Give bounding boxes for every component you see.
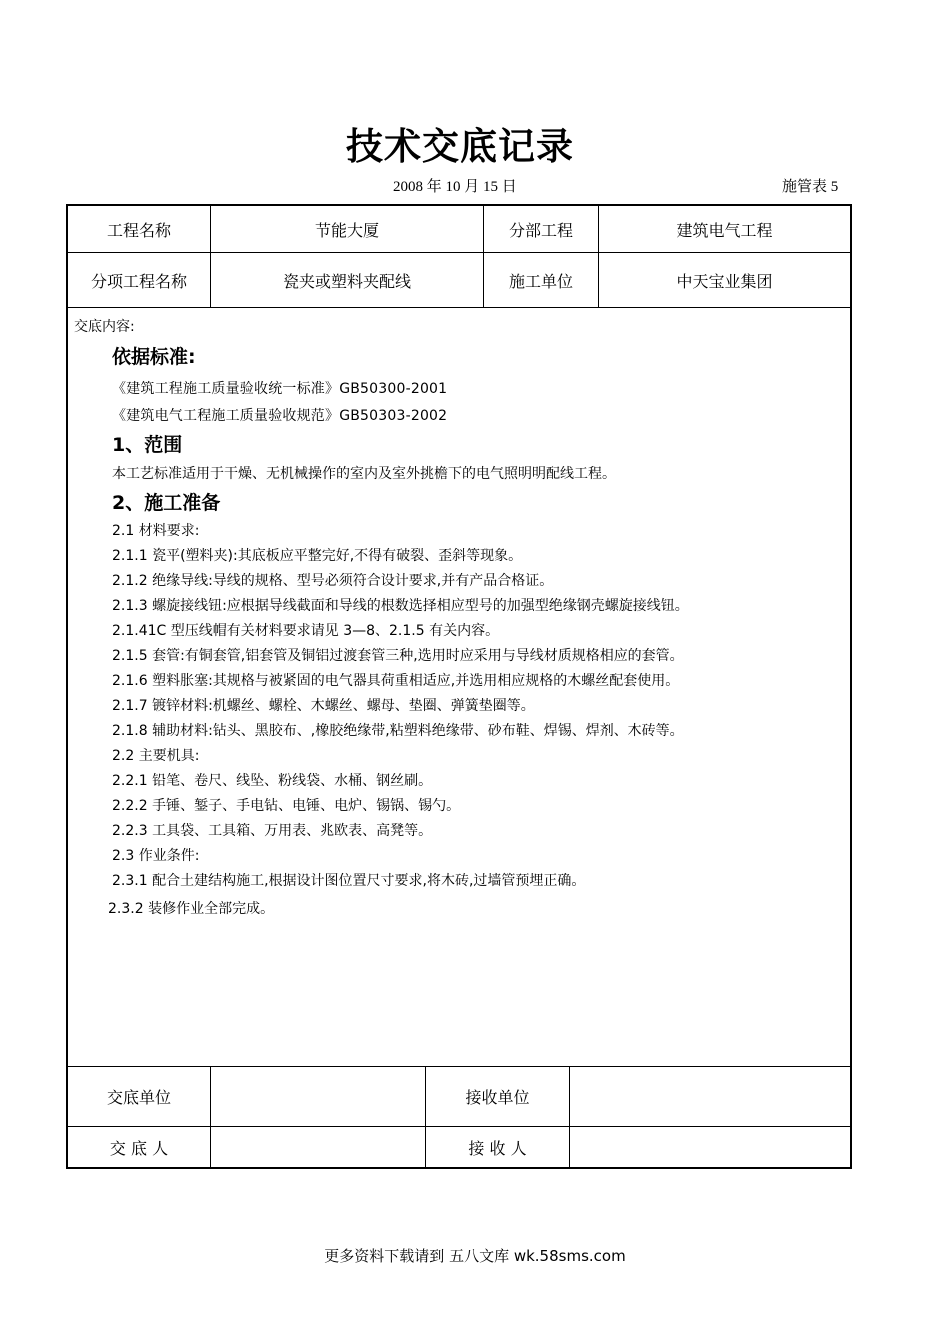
scope-text: 本工艺标准适用于干燥、无机械操作的室内及室外挑檐下的电气照明明配线工程。 [112,466,616,482]
content-line: 2.2.2 手锤、錾子、手电钻、电锤、电炉、锡锅、锡勺。 [112,798,461,814]
receiving-unit-field[interactable] [570,1067,850,1126]
standard-2: 《建筑电气工程施工质量验收规范》GB50303-2002 [112,408,448,424]
content-line: 2.1.7 镀锌材料:机螺丝、螺栓、木螺丝、螺母、垫圈、弹簧垫圈等。 [112,698,535,714]
contractor-label: 施工单位 [508,271,573,291]
content-line: 2.1 材料要求: [112,523,200,539]
issuer-field[interactable] [211,1127,425,1167]
content-line: 2.3 作业条件: [112,848,200,864]
project-name-value: 节能大厦 [314,220,379,240]
disclosure-content [74,316,834,922]
content-label: 交底内容: [74,319,135,335]
content-line: 2.1.2 绝缘导线:导线的规格、型号必须符合设计要求,并有产品合格证。 [112,573,554,589]
page-title: 技术交底记录 [346,125,574,168]
content-line: 2.1.5 套管:有铜套管,铝套管及铜铝过渡套管三种,选用时应采用与导线材质规格相应的套管。 [112,648,684,664]
issuing-unit-field[interactable] [211,1067,425,1126]
content-line: 2.2 主要机具: [112,748,200,764]
division-label: 分部工程 [508,220,573,240]
division-value: 建筑电气工程 [676,220,773,240]
content-line: 2.3.1 配合土建结构施工,根据设计图位置尺寸要求,将木砖,过墙管预埋正确。 [112,873,586,889]
standard-1: 《建筑工程施工质量验收统一标准》GB50300-2001 [112,381,448,397]
receiver-label: 接 收 人 [468,1138,527,1158]
receiver-field[interactable] [570,1127,850,1167]
form-number: 施管表 5 [782,179,839,195]
row-divider [66,307,852,308]
prep-heading: 2、施工准备 [112,492,221,514]
project-name-label: 工程名称 [106,220,171,240]
subitem-value: 瓷夹或塑料夹配线 [282,271,411,291]
content-line: 2.1.8 辅助材料:钻头、黑胶布、,橡胶绝缘带,粘塑料绝缘带、砂布鞋、焊锡、焊剂、木砖等。 [112,723,684,739]
content-line: 2.1.6 塑料胀塞:其规格与被紧固的电气器具荷重相适应,并选用相应规格的木螺丝配套使用。 [112,673,680,689]
content-line: 2.2.1 铅笔、卷尺、线坠、粉线袋、水桶、钢丝刷。 [112,773,433,789]
issuer-label: 交 底 人 [109,1138,169,1158]
content-line: 2.1.3 螺旋接线钮:应根据导线截面和导线的根数选择相应型号的加强型绝缘钢壳螺旋接线钮。 [112,598,689,614]
content-line: 2.3.2 装修作业全部完成。 [108,901,275,917]
basis-heading: 依据标准: [112,346,196,368]
contractor-value: 中天宝业集团 [676,271,773,291]
content-line: 2.1.1 瓷平(塑料夹):其底板应平整完好,不得有破裂、歪斜等现象。 [112,548,523,564]
footer-link[interactable]: 更多资料下载请到 五八文库 wk.58sms.com [324,1247,626,1265]
scope-heading: 1、范围 [112,434,183,456]
issuing-unit-label: 交底单位 [106,1088,171,1107]
record-date: 2008 年 10 月 15 日 [393,179,517,195]
subitem-label: 分项工程名称 [90,271,187,291]
content-line: 2.1.41C 型压线帽有关材料要求请见 3—8、2.1.5 有关内容。 [112,623,500,639]
receiving-unit-label: 接收单位 [465,1088,530,1107]
content-line: 2.2.3 工具袋、工具箱、万用表、兆欧表、高凳等。 [112,823,433,839]
